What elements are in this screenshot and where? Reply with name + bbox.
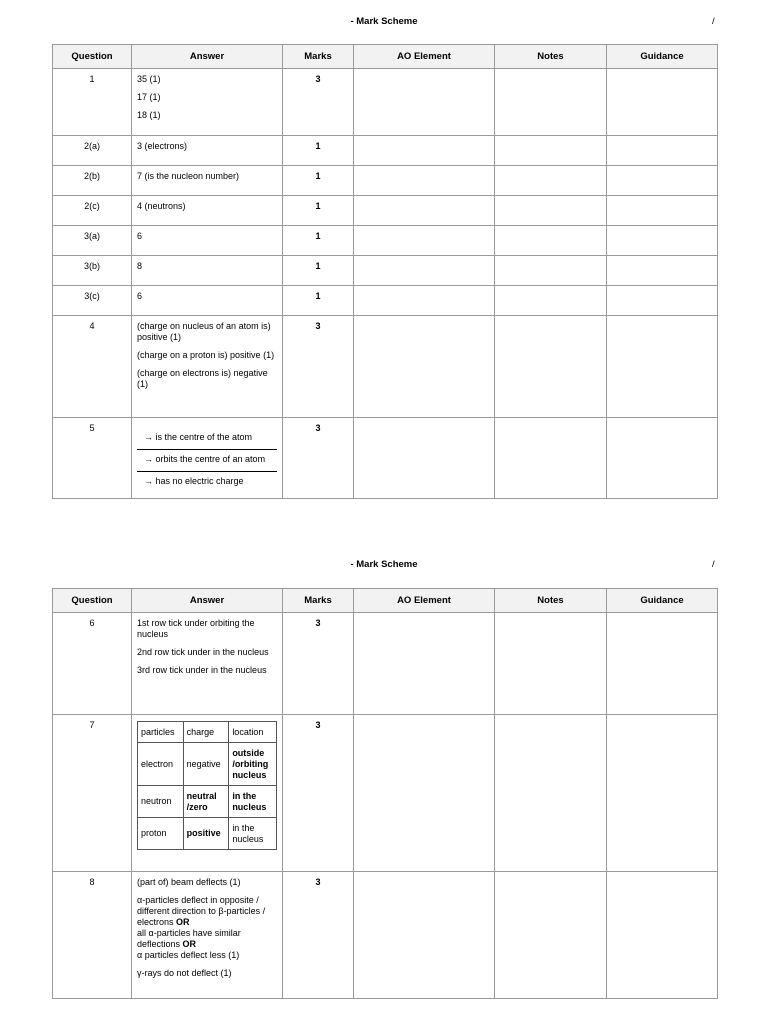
notes-cell [495, 196, 607, 226]
mark-scheme-table-2 [52, 588, 718, 999]
answer-text: α-particles deflect in opposite / different direction to β-particles / electrons [137, 895, 266, 927]
particle-cell: neutron [138, 786, 184, 818]
question-number: 6 [53, 613, 132, 715]
answer-line: 18 (1) [137, 110, 161, 120]
ao-element-cell [354, 196, 495, 226]
ao-element-cell [354, 69, 495, 136]
inner-header-cell: particles [138, 722, 184, 743]
answer-cell [132, 872, 283, 999]
ao-element-cell [354, 226, 495, 256]
answer-line: 1st row tick under orbiting the nucleus [137, 618, 255, 639]
answer-line: (charge on a proton is) positive (1) [137, 350, 275, 360]
location-cell: in the nucleus [229, 786, 277, 818]
or-keyword: OR [182, 939, 197, 949]
inner-header-cell: location [229, 722, 277, 743]
page-header-2 [0, 559, 768, 573]
marks-cell: 3 [283, 872, 354, 999]
question-number: 2(c) [53, 196, 132, 226]
location-cell: outside /orbiting nucleus [229, 743, 277, 786]
page-title: - Mark Scheme [350, 559, 418, 570]
answer-cell: 7 (is the nucleon number) [132, 166, 283, 196]
marks-cell: 3 [283, 715, 354, 872]
ao-element-cell [354, 418, 495, 499]
answer-line: γ-rays do not deflect (1) [137, 968, 232, 978]
marks-cell: 3 [283, 418, 354, 499]
table-row [53, 316, 718, 418]
table-row [53, 136, 718, 166]
answer-line: (charge on electrons is) negative (1) [137, 368, 268, 389]
answer-cell: 3 (electrons) [132, 136, 283, 166]
notes-cell [495, 226, 607, 256]
question-number: 3(b) [53, 256, 132, 286]
column-header-question: Question [53, 589, 132, 613]
notes-cell [495, 715, 607, 872]
question-number: 3(a) [53, 226, 132, 256]
question-number: 8 [53, 872, 132, 999]
marks-cell: 1 [283, 136, 354, 166]
marks-cell: 1 [283, 196, 354, 226]
table-row [53, 256, 718, 286]
notes-cell [495, 256, 607, 286]
marks-cell: 3 [283, 613, 354, 715]
guidance-cell [607, 872, 718, 999]
or-keyword: OR [176, 917, 190, 927]
ao-element-cell [354, 316, 495, 418]
guidance-cell [607, 613, 718, 715]
particle-row [138, 786, 277, 818]
answer-cell: 6 [132, 226, 283, 256]
particle-row [138, 818, 277, 850]
arrow-item: → orbits the centre of an atom [137, 450, 277, 472]
mark-scheme-table-1 [52, 44, 718, 499]
column-header-marks: Marks [283, 589, 354, 613]
charge-cell: negative [183, 743, 229, 786]
column-header-ao-element: AO Element [354, 589, 495, 613]
particle-cell: proton [138, 818, 184, 850]
answer-block [137, 895, 277, 961]
notes-cell [495, 316, 607, 418]
guidance-cell [607, 316, 718, 418]
column-header-guidance: Guidance [607, 45, 718, 69]
ao-element-cell [354, 166, 495, 196]
column-header-question: Question [53, 45, 132, 69]
answer-cell: 4 (neutrons) [132, 196, 283, 226]
notes-cell [495, 136, 607, 166]
arrow-item: → is the centre of the atom [137, 428, 277, 450]
arrow-item: → has no electric charge [144, 476, 244, 486]
ao-element-cell [354, 286, 495, 316]
question-number: 2(b) [53, 166, 132, 196]
column-header-marks: Marks [283, 45, 354, 69]
guidance-cell [607, 418, 718, 499]
notes-cell [495, 613, 607, 715]
question-number: 2(a) [53, 136, 132, 166]
guidance-cell [607, 715, 718, 872]
table-row [53, 872, 718, 999]
guidance-cell [607, 69, 718, 136]
answer-line: (part of) beam deflects (1) [137, 877, 241, 887]
ao-element-cell [354, 613, 495, 715]
guidance-cell [607, 196, 718, 226]
guidance-cell [607, 166, 718, 196]
table-row [53, 196, 718, 226]
table-row [53, 166, 718, 196]
answer-cell: 8 [132, 256, 283, 286]
particle-table [137, 721, 277, 850]
answer-cell [132, 69, 283, 136]
notes-cell [495, 872, 607, 999]
particle-row [138, 743, 277, 786]
answer-cell: 6 [132, 286, 283, 316]
page-title: - Mark Scheme [350, 16, 418, 27]
guidance-cell [607, 226, 718, 256]
location-cell: in the nucleus [229, 818, 277, 850]
guidance-cell [607, 256, 718, 286]
notes-cell [495, 286, 607, 316]
answer-text: α particles deflect less (1) [137, 950, 240, 960]
ao-element-cell [354, 136, 495, 166]
ao-element-cell [354, 715, 495, 872]
page-slash: / [712, 559, 715, 570]
question-number: 7 [53, 715, 132, 872]
table-header-row [53, 45, 718, 69]
answer-cell [132, 418, 283, 499]
answer-line: 3rd row tick under in the nucleus [137, 665, 267, 675]
column-header-ao-element: AO Element [354, 45, 495, 69]
ao-element-cell [354, 872, 495, 999]
table-row [53, 286, 718, 316]
inner-header-cell: charge [183, 722, 229, 743]
answer-line: 35 (1) [137, 74, 161, 84]
table-row [53, 69, 718, 136]
answer-cell [132, 715, 283, 872]
marks-cell: 3 [283, 69, 354, 136]
question-number: 3(c) [53, 286, 132, 316]
particle-table-header [138, 722, 277, 743]
answer-line: 17 (1) [137, 92, 161, 102]
notes-cell [495, 69, 607, 136]
ao-element-cell [354, 256, 495, 286]
particle-cell: electron [138, 743, 184, 786]
marks-cell: 1 [283, 286, 354, 316]
answer-cell [132, 613, 283, 715]
guidance-cell [607, 286, 718, 316]
column-header-answer: Answer [132, 589, 283, 613]
table-header-row [53, 589, 718, 613]
table-row [53, 226, 718, 256]
question-number: 1 [53, 69, 132, 136]
answer-line: 2nd row tick under in the nucleus [137, 647, 269, 657]
page-header-1 [0, 16, 768, 30]
column-header-answer: Answer [132, 45, 283, 69]
notes-cell [495, 418, 607, 499]
answer-line: (charge on nucleus of an atom is) positive (1) [137, 321, 271, 342]
question-number: 4 [53, 316, 132, 418]
arrow-list [137, 428, 277, 493]
marks-cell: 3 [283, 316, 354, 418]
table-row [53, 613, 718, 715]
charge-cell: positive [183, 818, 229, 850]
table-row [53, 418, 718, 499]
page-slash: / [712, 16, 715, 27]
table-row [53, 715, 718, 872]
marks-cell: 1 [283, 226, 354, 256]
answer-cell [132, 316, 283, 418]
notes-cell [495, 166, 607, 196]
answer-text: all α-particles have similar deflections [137, 928, 241, 949]
column-header-notes: Notes [495, 589, 607, 613]
marks-cell: 1 [283, 166, 354, 196]
marks-cell: 1 [283, 256, 354, 286]
column-header-notes: Notes [495, 45, 607, 69]
column-header-guidance: Guidance [607, 589, 718, 613]
charge-cell: neutral /zero [183, 786, 229, 818]
question-number: 5 [53, 418, 132, 499]
guidance-cell [607, 136, 718, 166]
